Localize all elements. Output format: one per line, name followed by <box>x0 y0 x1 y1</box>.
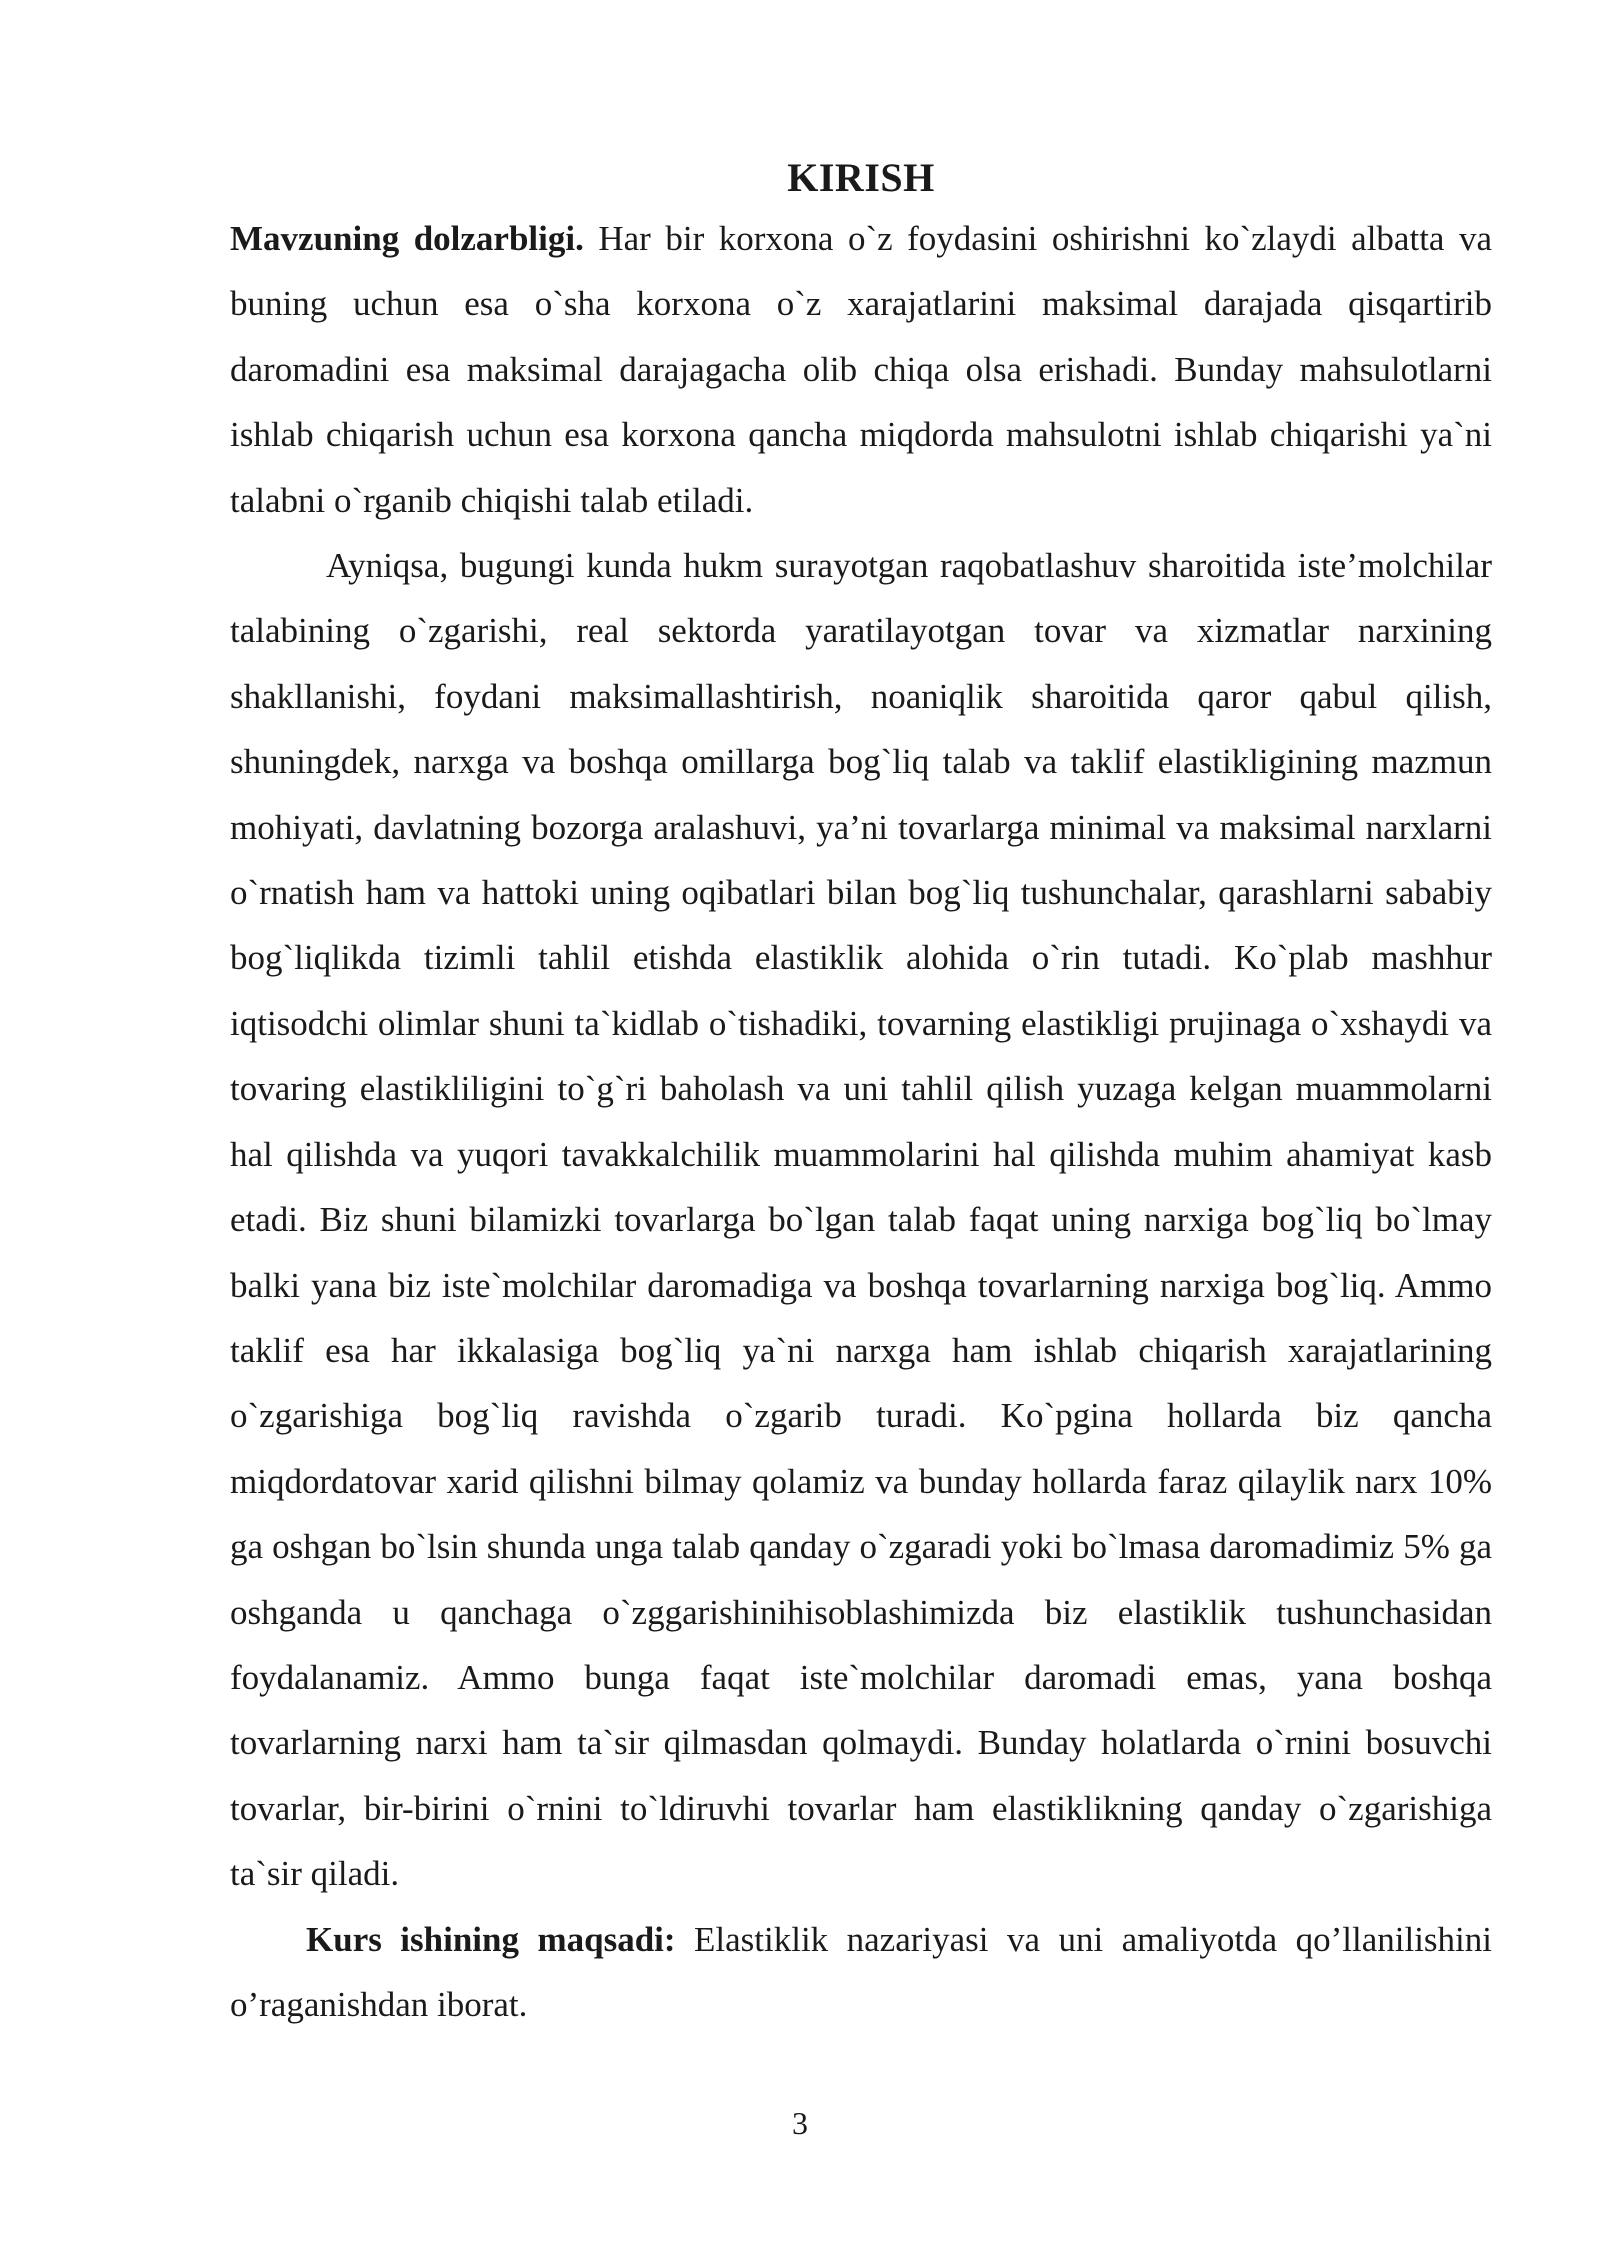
section-title: KIRISH <box>787 155 935 200</box>
paragraph-lead-relevance: Mavzuning dolzarbligi. <box>230 219 584 258</box>
paragraph-text-elasticity: Ayniqsa, bugungi kunda hukm surayotgan raqobatlashuv sharoitida iste’molchilar talabining o`zgarishi, real sektorda yaratilayotgan tovar va xizmatlar narxining shakllanishi, foydani maksimallashtirish, noaniqlik sharoitida qaror qabul qilish, shuningdek, narxga va boshqa omillarga bog`liq talab va taklif elastikligining mazmun mohiyati, davlatning bozorga aralashuvi, ya’ni tovarlarga minimal va maksimal narxlarni o`rnatish ham va hattoki uning oqibatlari bilan bog`liq tushunchalar, qarashlarni sababiy bog`liqlikda tizimli tahlil etishda elastiklik alohida o`rin tutadi. Ko`plab mashhur iqtisodchi olimlar shuni ta`kidlab o`tishadiki, tovarning elastikligi prujinaga o`xshaydi va tovaring elastikliligini to`g`ri baholash va uni tahlil qilish yuzaga kelgan muammolarni hal qilishda va yuqori tavakkalchilik muammolarini hal qilishda muhim ahamiyat kasb etadi. Biz shuni bilamizki tovarlarga bo`lgan talab faqat uning narxiga bog`liq bo`lmay balki yana biz iste`molchilar daromadiga va boshqa tovarlarning narxiga bog`liq. Ammo taklif esa har ikkalasiga bog`liq ya`ni narxga ham ishlab chiqarish xarajatlarining o`zgarishiga bog`liq ravishda o`zgarib turadi. Ko`pgina hollarda biz qancha miqdordatovar xarid qilishni bilmay qolamiz va bunday hollarda faraz qilaylik narx 10% ga oshgan bo`lsin shunda unga talab qanday o`zgaradi yoki bo`lmasa daromadimiz 5% ga oshganda u qanchaga o`zggarishinihisoblashimizda biz elastiklik tushunchasidan foydalanamiz. Ammo bunga faqat iste`molchilar daromadi emas, yana boshqa tovarlarning narxi ham ta`sir qilmasdan qolmaydi. Bunday holatlarda o`rnini bosuvchi tovarlar, bir-birini o`rnini to`ldiruvhi tovarlar ham elastiklikning qanday o`zgarishiga ta`sir qiladi. <box>230 546 1492 1894</box>
page-number: 3 <box>792 2105 808 2141</box>
paragraph-text-relevance: Har bir korxona o`z foydasini oshirishni ko`zlaydi albatta va buning uchun esa o`sha korxona o`z xarajatlarini maksimal darajada qisqartirib daromadini esa maksimal darajagacha olib chiqa olsa erishadi. Bunday mahsulotlarni ishlab chiqarish uchun esa korxona qancha miqdorda mahsulotni ishlab chiqarishi ya`ni talabni o`rganib chiqishi talab etiladi. <box>230 219 1492 520</box>
document-page <box>230 150 1492 2037</box>
paragraph-text-goal: Elastiklik nazariyasi va uni amaliyotda qo’llanilishini o’raganishdan iborat. <box>230 1919 1492 2024</box>
paragraph-goal <box>230 1907 1492 2038</box>
paragraph-elasticity <box>230 533 1492 1907</box>
paragraph-relevance <box>230 206 1492 533</box>
paragraph-lead-goal: Kurs ishining maqsadi: <box>306 1919 676 1959</box>
